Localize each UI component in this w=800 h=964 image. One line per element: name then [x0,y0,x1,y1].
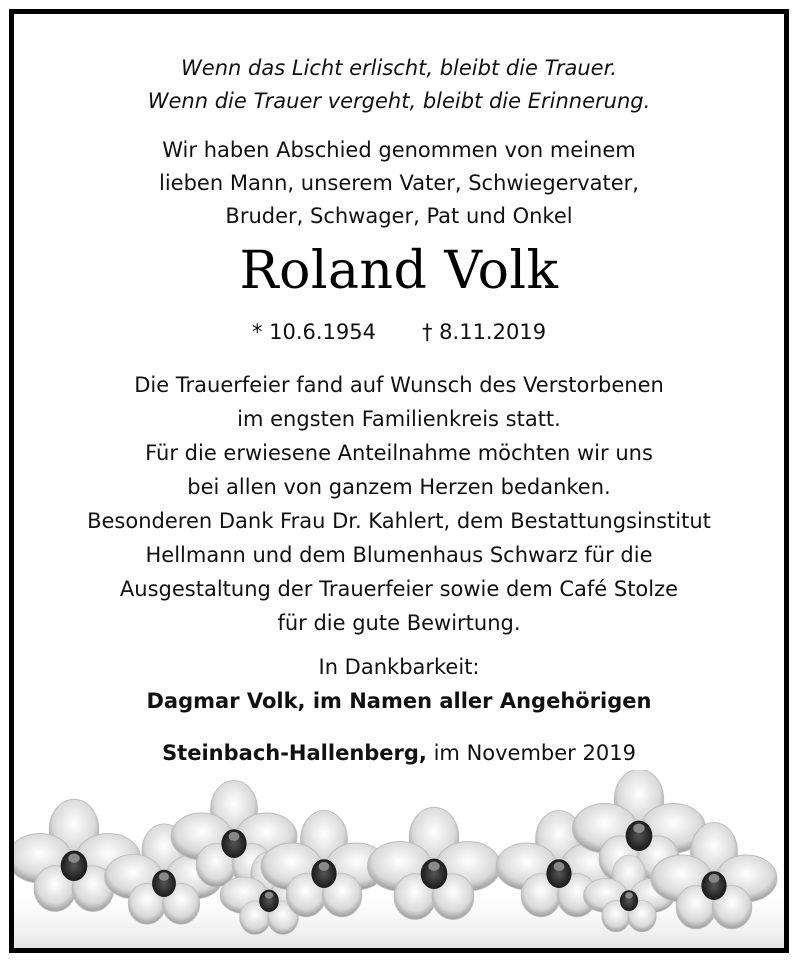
body-line: bei allen von ganzem Herzen bedanken. [187,475,611,499]
motto-quote [14,52,784,118]
place-date-line [14,736,784,770]
life-dates [14,316,784,348]
intro-line: lieben Mann, unserem Vater, Schwiegervater, [159,171,639,195]
body-line: Die Trauerfeier fand auf Wunsch des Verstorbenen [134,373,664,397]
body-line: Ausgestaltung der Trauerfeier sowie dem Café Stolze [119,577,679,601]
orchid-flowers-icon [14,770,784,948]
obituary-frame [9,9,789,953]
intro-line: Bruder, Schwager, Pat und Onkel [225,204,573,228]
gratitude-label: In Dankbarkeit: [318,655,480,679]
death-date: † 8.11.2019 [422,320,547,344]
body-line: Besonderen Dank Frau Dr. Kahlert, dem Bestattungsinstitut [87,509,711,533]
body-line: Für die erwiesene Anteilnahme möchten wir uns [145,441,653,465]
deceased-name: Roland Volk [239,241,559,301]
date-text: im November 2019 [426,741,636,765]
body-line: für die gute Bewirtung. [277,611,521,635]
birth-date: * 10.6.1954 [251,320,376,344]
place-name: Steinbach-Hallenberg, [162,741,427,765]
intro-text [14,134,784,233]
body-text [14,368,784,640]
signatory-name: Dagmar Volk, im Namen aller Angehörigen [146,689,652,713]
motto-line: Wenn die Trauer vergeht, bleibt die Erinnerung. [147,89,651,113]
signature-block [14,650,784,718]
intro-line: Wir haben Abschied genommen von meinem [162,138,636,162]
body-line: Hellmann und dem Blumenhaus Schwarz für die [145,543,653,567]
motto-line: Wenn das Licht erlischt, bleibt die Trauer. [181,56,617,80]
body-line: im engsten Familienkreis statt. [237,407,561,431]
